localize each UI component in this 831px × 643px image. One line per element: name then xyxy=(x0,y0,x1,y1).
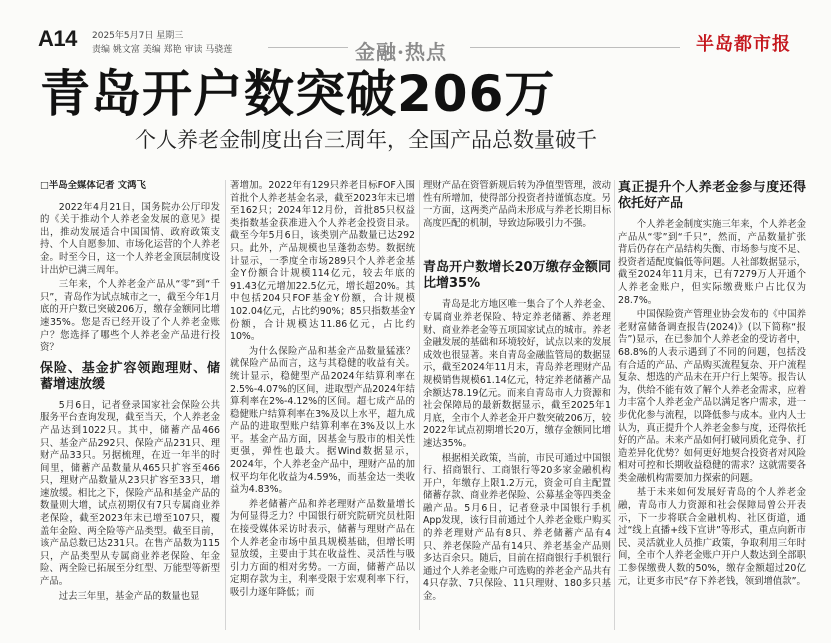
editors-line: 责编 姚文富 美编 郑艳 审读 马骁莲 xyxy=(92,45,233,55)
paragraph: 著增加。2022年有129只养老目标FOF入围首批个人养老基金名录，截至2023年末已增至162只；2024年12月份，首批85只权益类指数基金获准进入个人养老金投资目录。截至今年5月6日，该类别产品数量已达292只。此外，产品规模也呈蓬勃态势。数据统计显示，一季度全市场289只个人养老金基金Y份额合计规模114亿元，较去年底的91.43亿元增加22.5亿元，增长超20%。其中包括204只FOF基金Y份额，合计规模102.04亿元，占比约90%；85只指数基金Y份额，合计规模达11.86亿元，占比约10%。 xyxy=(230,180,415,343)
paragraph: 基于未来如何发展好青岛的个人养老金融，青岛市人力资源和社会保障局曾公开表示，下一步将联合金融机构、社区街道，通过“线上直播+线下宣讲”等形式，重点向新市民、灵活就业人员推广政策，争取利用三年时间，全市个人养老金账户开户人数达到全部职工参保缴费人数的50%，缴存金额超过20亿元，让更多市民“存下养老钱，领到增值款”。 xyxy=(618,487,806,587)
paragraph: 青岛是北方地区唯一集合了个人养老金、专属商业养老保险、特定养老储蓄、养老理财、商业养老金等五项国家试点的城市。养老金融发展的基础和环境较好，试点以来的发展成效也很显著。来自青岛金融监管局的数据显示，截至2024年11月末，青岛养老理财产品规模销售规模61.14亿元，特定养老储蓄产品余额达78.19亿元。而来自青岛市人力资源和社会保障局的最新数据显示，截至2025年1月底，全市个人养老金开户数突破206万，较2022年试点初期增长20万，缴存金额同比增速达35%。 xyxy=(423,299,611,449)
paragraph: 根据相关政策，当前，市民可通过中国银行、招商银行、工商银行等20多家金融机构开户，年缴存上限1.2万元，资金可自主配置储蓄存款、商业养老保险、公募基金等四类金融产品。5月6日，记者登录中国银行手机App发现，该行目前通过个人养老金账户购买的养老理财产品有8只、养老储蓄产品有4只、养老保险产品有14只、养老基金产品则多达百余只。随后，目前在招商银行手机银行通过个人养老金账户可选购的养老金产品共有4只存款、7只保险、11只理财、180多只基金。 xyxy=(423,452,611,603)
subheading-insurance-fund: 保险、基金扩容领跑理财、储蓄增速放缓 xyxy=(40,360,220,392)
page-number: A14 xyxy=(38,26,77,51)
column-divider xyxy=(614,180,615,630)
subheading-qingdao-accounts: 青岛开户数增长20万缴存金额同比增35% xyxy=(423,260,611,292)
subheadline: 个人养老金制度出台三周年，全国产品总数量破千 xyxy=(135,128,597,152)
paragraph: 5月6日，记者登录国家社会保险公共服务平台查询发现，截至当天，个人养老金产品达到1022只。其中，储蓄产品466只、基金产品292只、保险产品231只、理财产品33只。另据梳理，在近一年半的时间里，储蓄产品数量从465只扩容至466只，理财产品数量从23只扩容至33只，增速放缓。相比之下，保险产品和基金产品的数量则大增，试点初期仅有7只专属商业养老保险，截至2023年末已增至107只，覆盖年金险、两全险等产品类型。截至目前，该产品总数已达231只。在售产品数为115只，产品类型从专属商业养老保险、年金险、两全险已拓展至分红型、万能型等新型产品。 xyxy=(40,399,220,588)
paragraph: 理财产品在资管新规后转为净值型管理，波动性有所增加，使得部分投资者持谨慎态度。另一方面，这两类产品尚未形成与养老长期目标高度匹配的机制，导致边际吸引力不强。 xyxy=(423,180,611,229)
subheading-good-products: 真正提升个人养老金参与度还得依托好产品 xyxy=(618,180,806,211)
paragraph: 三年来，个人养老金产品从“零”到“千只”，青岛作为试点城市之一，截至今年1月底的开户数已突破206万，缴存金额同比增速35%。您是否已经开设了个人养老金账户？您选择了哪些个人养老金产品进行投资？ xyxy=(40,279,220,354)
headline: 青岛开户数突破206万 xyxy=(40,65,556,123)
section-divider-left xyxy=(268,47,348,48)
paragraph: 养老储蓄产品和养老理财产品数量增长为何显得乏力？中国银行研究院研究员杜阳在接受媒体采访时表示，储蓄与理财产品在个人养老金市场中虽具规模基础，但增长明显放缓，主要由于其在收益性、灵活性与吸引力方面的相对劣势。一方面，储蓄产品以定期存款为主，利率受限于宏观利率下行，吸引力逐年降低；而 xyxy=(230,498,415,598)
section-title: 金融·热点 xyxy=(355,40,447,64)
paragraph: 2022年4月21日，国务院办公厅印发的《关于推动个人养老金发展的意见》提出，推动发展适合中国国情、政府政策支持、个人自愿参加、市场化运营的个人养老金。时至今日，这一个人养老金顶层制度设计出炉已满三周年。 xyxy=(40,201,220,276)
column-divider xyxy=(225,180,226,630)
paragraph: 个人养老金制度实施三年来，个人养老金产品从“零”到“千只”，然而，产品数量扩张背后仍存在产品结构失衡、市场参与度不足、投资者适配度偏低等问题。人社部数据显示，截至2024年11月末，已有7279万人开通个人养老金账户，但实际缴费账户占比仅为28.7%。 xyxy=(618,219,806,306)
byline: □半岛全媒体记者 文鸿飞 xyxy=(40,180,146,191)
section-divider-right xyxy=(470,47,680,48)
paragraph: 过去三年里，基金产品的数量也显 xyxy=(58,590,200,602)
paragraph: 中国保险资产管理业协会发布的《中国养老财富储备调查报告(2024)》(以下简称“报告”)显示，在已参加个人养老金的受访者中，68.8%的人表示遇到了不同的问题，包括没有合适的产品、产品购买流程复杂、开户流程复杂、想选的产品未在开户行上架等。报告认为，供给不能有效了解个人养老金需求，应着力丰富个人养老金产品以满足客户需求，进一步优化参与流程，以降低参与成本。业内人士认为，真正提升个人养老金参与度，还得依托好的产品。未来产品如何打破同质化竞争、打造差异化优势？如何更好地契合投资者对风险相对可控和长期收益稳健的需求？这就需要各类金融机构需要加力探索的问题。 xyxy=(618,309,806,484)
article-column-2 xyxy=(230,180,415,635)
date-line: 2025年5月7日 星期三 xyxy=(92,31,184,41)
column-divider xyxy=(419,180,420,630)
newspaper-masthead-logo: 半岛都市报 xyxy=(696,34,791,55)
page-header xyxy=(0,0,831,64)
article-column-4 xyxy=(618,180,806,635)
paragraph: 为什么保险产品和基金产品数量猛涨？就保险产品而言，这与其稳健的收益有关。统计显示，稳健型产品2024年结算利率在2.5%-4.07%的区间，进取型产品2024年结算利率在2%-4.12%的区间。超七成产品的稳健账户结算利率在3%及以上水平，超九成产品的进取型账户结算利率在3%及以上水平。基金产品方面，因基金与股市的相关性更强，弹性也最大。据Wind数据显示，2024年，个人养老金产品中，理财产品的加权平均年化收益为4.59%，而基金达一类收益为4.83%。 xyxy=(230,345,415,496)
article-column-3 xyxy=(423,180,611,635)
article-column-1 xyxy=(40,180,220,635)
